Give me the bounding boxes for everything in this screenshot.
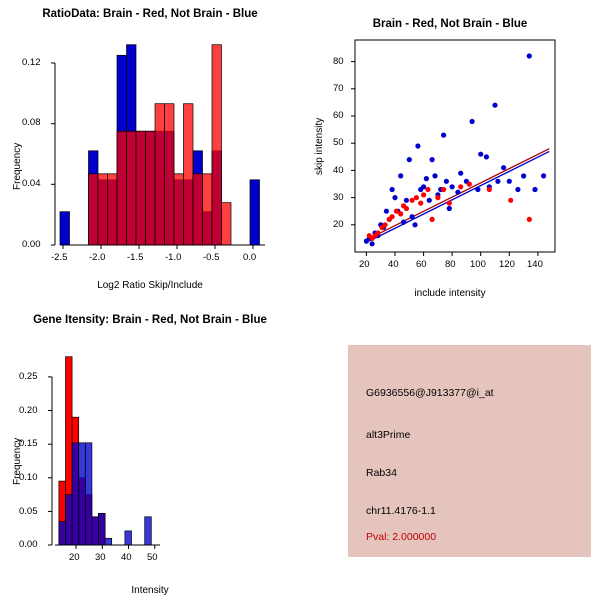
- hist-intensity-xtick: 50: [147, 552, 158, 563]
- scatter-ylabel: skip intensity: [314, 117, 325, 175]
- hist-ratio-title: RatioData: Brain - Red, Not Brain - Blue: [42, 8, 258, 20]
- scatter-title: Brain - Red, Not Brain - Blue: [372, 18, 528, 30]
- hist-intensity-bars: [59, 357, 151, 545]
- scatter-ytick: 70: [333, 83, 344, 94]
- scatter-xtick: 80: [445, 259, 456, 270]
- hist-ratio-xlabel: Log2 Ratio Skip/Include: [97, 280, 203, 291]
- scatter-xtick: 60: [416, 259, 427, 270]
- hist-ratio-ytick: 0.12: [22, 57, 41, 68]
- hist-ratio-xtick: -2.5: [51, 252, 68, 263]
- scatter-xlabel: include intensity: [414, 288, 486, 299]
- hist-ratio-ytick: 0.04: [22, 178, 41, 189]
- hist-ratio-ytick: 0.00: [22, 239, 41, 250]
- info-panel: [348, 345, 591, 557]
- hist-ratio-xtick: -0.5: [203, 252, 220, 263]
- scatter-xtick: 100: [470, 259, 486, 270]
- hist-intensity-ytick: 0.15: [19, 438, 38, 449]
- locus-text: chr11.4176-1.1: [366, 505, 436, 517]
- hist-ratio-bars: [60, 45, 260, 245]
- scatter-ytick: 30: [333, 192, 344, 203]
- hist-ratio-xtick: -1.5: [127, 252, 144, 263]
- hist-ratio-ylabel: Frequency: [12, 142, 23, 190]
- event-type-text: alt3Prime: [366, 429, 411, 441]
- hist-intensity-xlabel: Intensity: [131, 585, 169, 596]
- hist-ratio-xtick: 0.0: [243, 252, 257, 263]
- hist-intensity-xtick: 30: [95, 552, 106, 563]
- hist-ratio-xtick: -2.0: [89, 252, 106, 263]
- scatter-points-blue: [364, 157, 412, 246]
- scatter-ytick: 80: [333, 56, 344, 67]
- panel-hist-intensity: [0, 300, 300, 600]
- hist-intensity-ytick: 0.20: [19, 405, 38, 416]
- panel-scatter: [300, 0, 600, 300]
- hist-intensity-title: Gene Itensity: Brain - Red, Not Brain - Blue: [33, 314, 267, 326]
- scatter-points-blue-2: [410, 53, 547, 227]
- scatter-ytick: 40: [333, 165, 344, 176]
- hist-intensity-ylabel: Frequency: [12, 437, 23, 485]
- scatter-xtick: 40: [388, 259, 399, 270]
- hist-intensity-xtick: 40: [121, 552, 132, 563]
- hist-ratio-xtick: -1.0: [165, 252, 182, 263]
- panel-hist-ratio: [0, 0, 300, 300]
- gene-name-text: Rab34: [366, 467, 397, 479]
- hist-intensity-ytick: 0.00: [19, 539, 38, 550]
- scatter-xtick: 140: [527, 259, 543, 270]
- hist-intensity-ytick: 0.25: [19, 371, 38, 382]
- hist-ratio-ytick: 0.08: [22, 117, 41, 128]
- scatter-xtick: 120: [499, 259, 515, 270]
- scatter-ytick: 20: [333, 219, 344, 230]
- scatter-fit-lines: [369, 149, 549, 241]
- scatter-plot: [300, 0, 600, 300]
- hist-intensity-xtick: 20: [69, 552, 80, 563]
- scatter-xtick: 20: [359, 259, 370, 270]
- hist-intensity-ytick: 0.05: [19, 506, 38, 517]
- probe-id-text: G6936556@J913377@i_at: [366, 387, 494, 399]
- scatter-ytick: 60: [333, 110, 344, 121]
- hist-intensity-ytick: 0.10: [19, 472, 38, 483]
- pval-text: Pval: 2.000000: [366, 531, 437, 543]
- scatter-ytick: 50: [333, 137, 344, 148]
